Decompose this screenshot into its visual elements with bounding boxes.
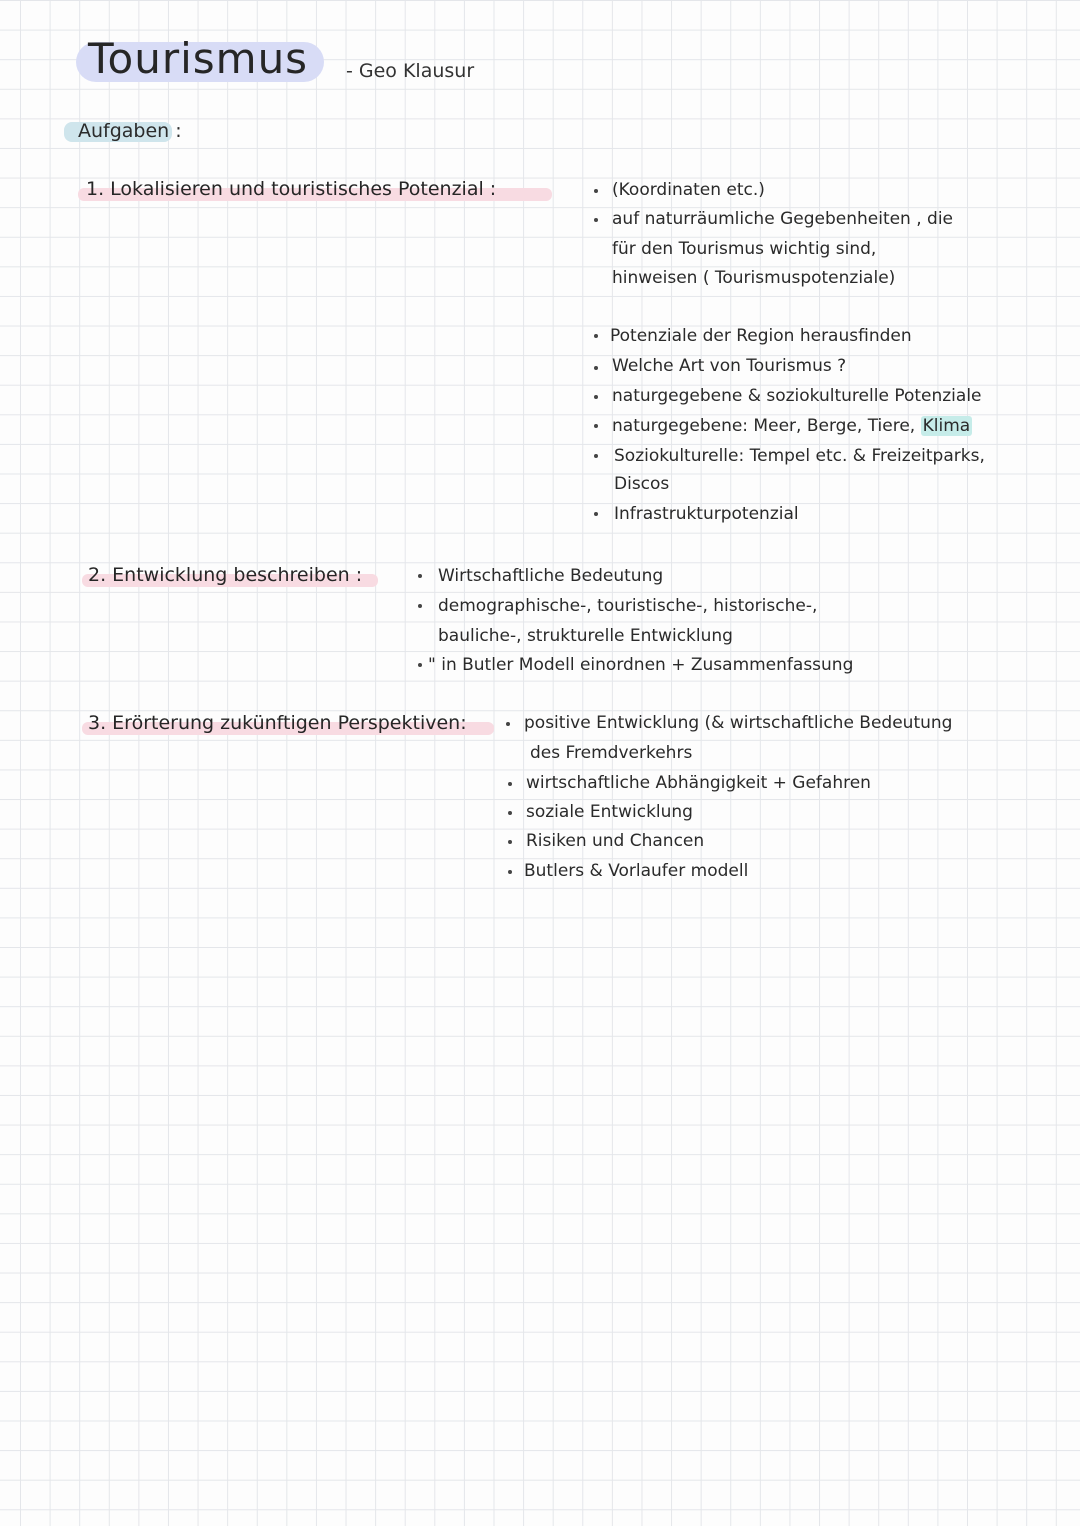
bullet-dot — [594, 366, 598, 370]
bullet-dot — [594, 218, 598, 222]
task-1-bullet-cont: hinweisen ( Tourismuspotenziale) — [612, 268, 896, 288]
bullet-dot — [508, 811, 512, 815]
task-1-bullet-cont: Discos — [614, 474, 670, 494]
task-1-bullet: Welche Art von Tourismus ? — [612, 356, 847, 376]
task-1-bullet: auf naturräumliche Gegebenheiten , die — [612, 209, 954, 229]
bullet-dot — [418, 604, 422, 608]
bullet-dot — [508, 782, 512, 786]
task-1-bullet: Infrastrukturpotenzial — [614, 504, 799, 524]
task-3-bullet: wirtschaftliche Abhängigkeit + Gefahren — [526, 773, 871, 793]
page-title: Tourismus — [88, 34, 309, 83]
bullet-dot — [594, 189, 598, 193]
aufgaben-label: Aufgaben : — [78, 120, 182, 142]
task-3-bullet: positive Entwicklung (& wirtschaftliche Bedeutung — [524, 713, 953, 733]
task-2-bullet-cont: bauliche-, strukturelle Entwicklung — [438, 626, 733, 646]
page-subtitle: - Geo Klausur — [346, 60, 475, 82]
task-3-bullet: Butlers & Vorlaufer modell — [524, 861, 749, 881]
task-3-bullet-cont: des Fremdverkehrs — [530, 743, 693, 763]
task-1-bullet: (Koordinaten etc.) — [612, 180, 765, 200]
bullet-dot — [594, 424, 598, 428]
task-1-bullet: naturgegebene & soziokulturelle Potenziale — [612, 386, 982, 406]
task-2-bullet: Wirtschaftliche Bedeutung — [438, 566, 664, 586]
task-3-heading: 3. Erörterung zukünftigen Perspektiven: — [88, 712, 467, 734]
bullet-dot — [594, 454, 598, 458]
task-1-heading: 1. Lokalisieren und touristisches Potenzial : — [86, 178, 497, 200]
task-1-bullet: Potenziale der Region herausfinden — [610, 326, 912, 346]
naturgegebene-text: naturgegebene: Meer, Berge, Tiere, — [612, 416, 921, 436]
bullet-dot — [594, 395, 598, 399]
task-2-heading: 2. Entwicklung beschreiben : — [88, 564, 363, 586]
klima-highlight: Klima — [922, 416, 971, 436]
task-1-bullet-cont: für den Tourismus wichtig sind, — [612, 239, 877, 259]
bullet-dot — [418, 574, 422, 578]
bullet-dot — [594, 512, 598, 516]
task-3-bullet: Risiken und Chancen — [526, 831, 705, 851]
task-2-bullet: " in Butler Modell einordnen + Zusammenfassung — [428, 655, 854, 675]
task-1-bullet — [612, 416, 972, 436]
bullet-dot — [508, 870, 512, 874]
task-1-bullet: Soziokulturelle: Tempel etc. & Freizeitparks, — [614, 446, 985, 466]
task-3-bullet: soziale Entwicklung — [526, 802, 693, 822]
bullet-dot — [506, 722, 510, 726]
bullet-dot — [418, 663, 422, 667]
bullet-dot — [594, 334, 598, 338]
bullet-dot — [508, 840, 512, 844]
task-2-bullet: demographische-, touristische-, historische-, — [438, 596, 818, 616]
